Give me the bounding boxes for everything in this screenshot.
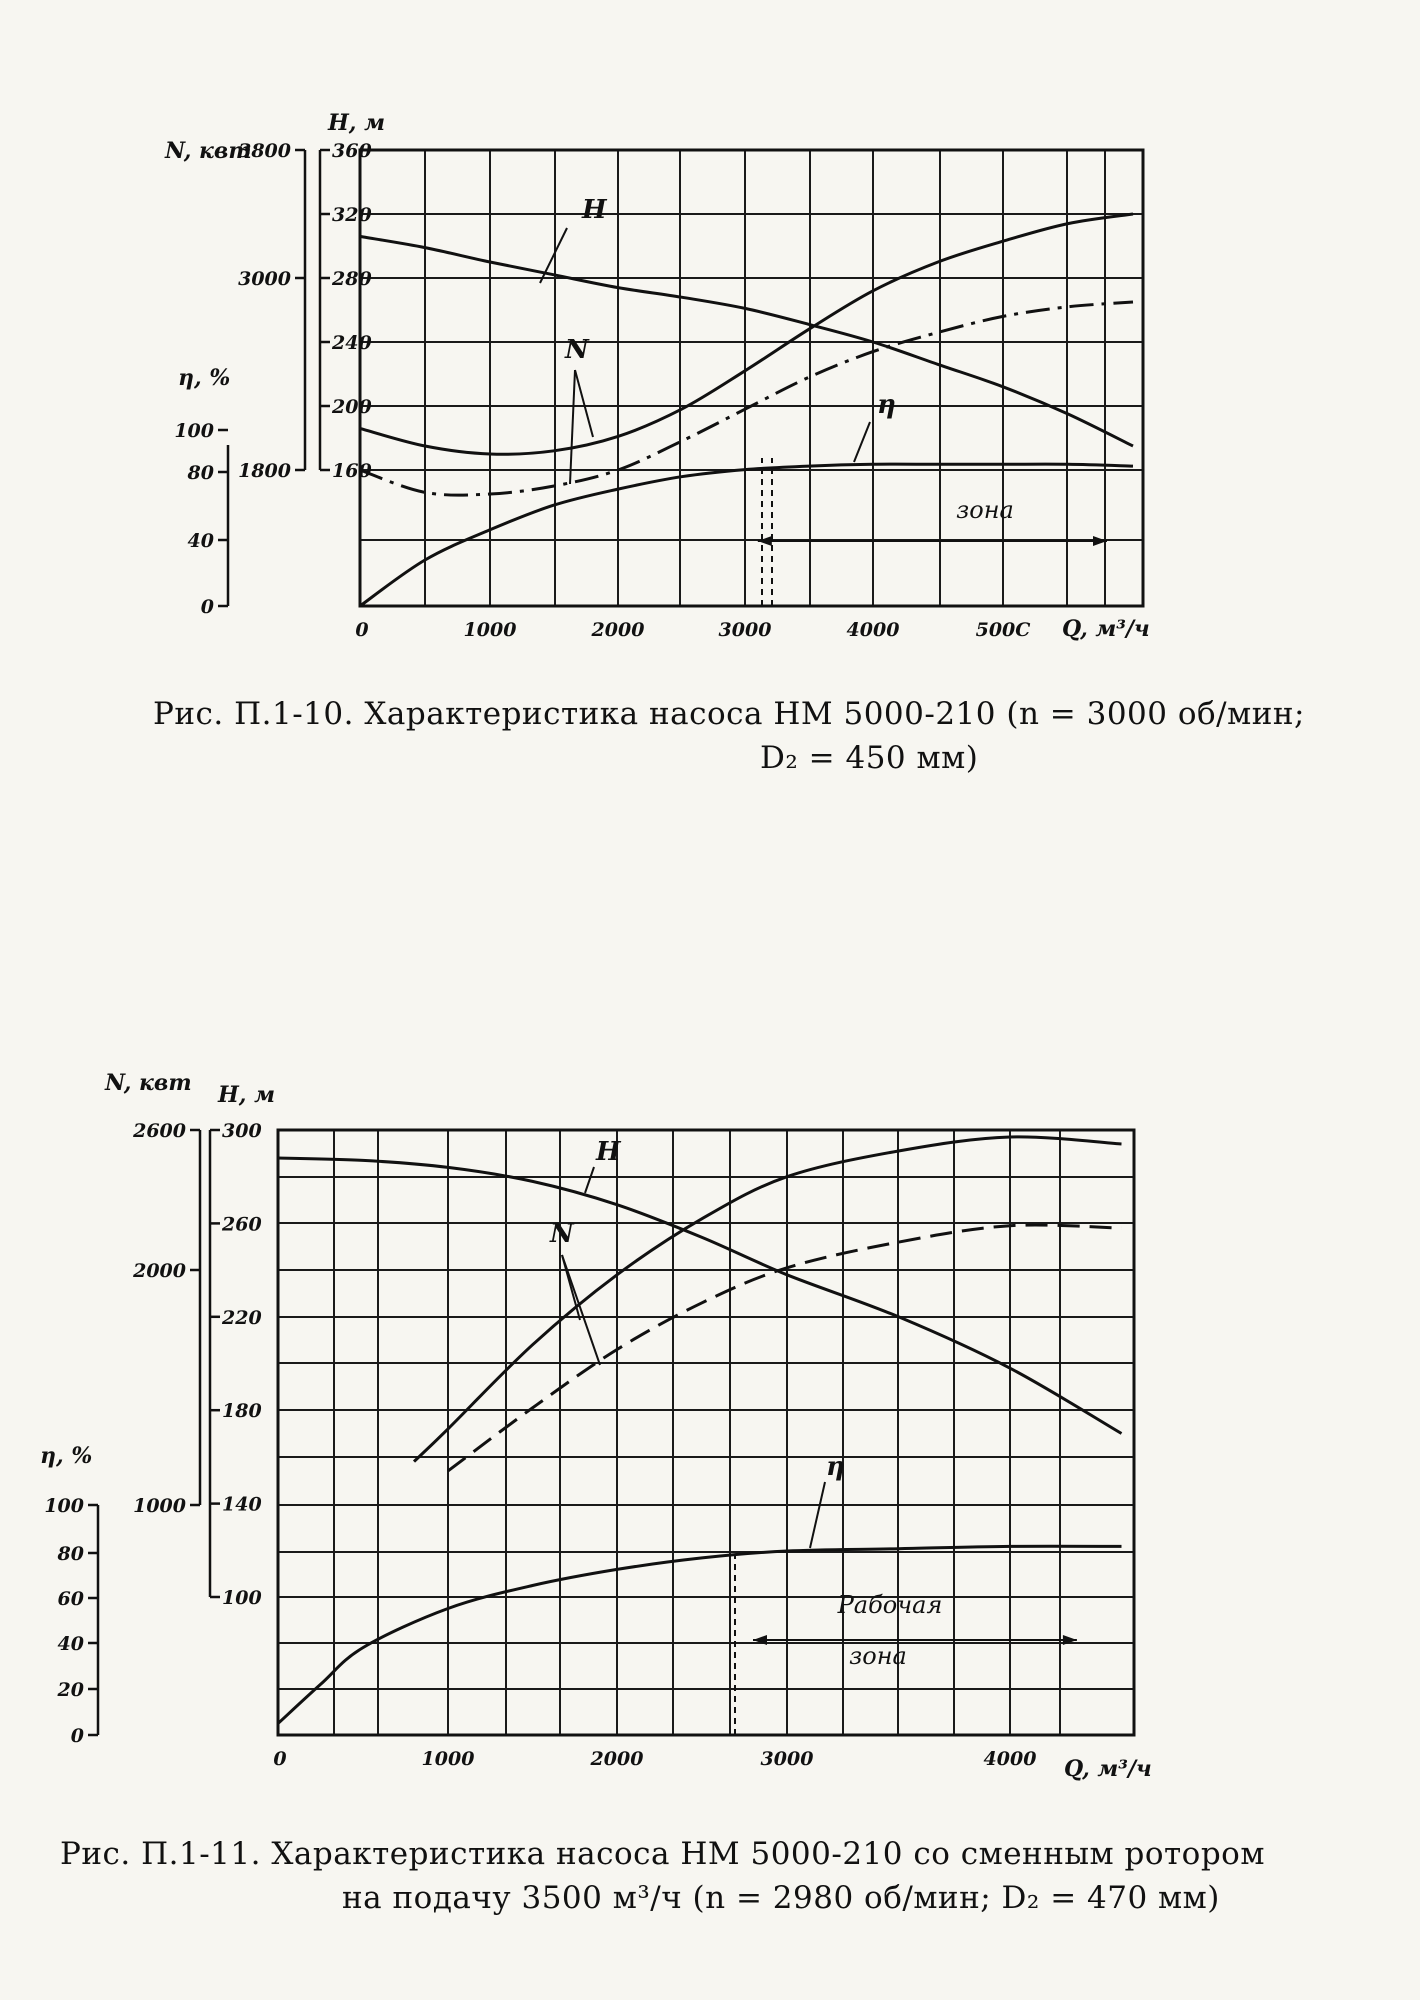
- n-axis-label: N, квт: [105, 1070, 192, 1096]
- figure-1-caption-line-1: Рис. П.1-10. Характеристика насоса НМ 5000-210 (n = 3000 об/мин;: [153, 696, 1305, 732]
- leader-line: [570, 370, 575, 484]
- x-tick-label: 2000: [590, 1748, 644, 1770]
- x-tick-label: 2000: [591, 619, 645, 641]
- curve-label-h: H: [582, 195, 607, 225]
- series-eta-solid-line: [278, 1546, 1122, 1723]
- n-axis-tick-label: 3000: [238, 268, 291, 290]
- h-axis-tick-label: 140: [222, 1493, 262, 1516]
- eta-axis-tick-label: 0: [70, 1725, 84, 1747]
- eta-axis-tick-label: 20: [57, 1679, 84, 1701]
- curve-label-n: N: [550, 1219, 574, 1249]
- plot-frame: [360, 150, 1143, 606]
- leader-line: [562, 1255, 600, 1365]
- h-axis-tick-label: 100: [222, 1587, 262, 1609]
- eta-axis-label: η, %: [178, 365, 231, 391]
- eta-axis-tick-label: 40: [57, 1633, 84, 1655]
- n-axis-tick-label: 3800: [238, 140, 291, 162]
- leader-line: [810, 1482, 825, 1548]
- eta-axis-tick-label: 40: [187, 530, 214, 552]
- zone-label: зона: [956, 496, 1014, 524]
- x-tick-label: 3000: [760, 1748, 814, 1770]
- series-n-solid-line: [414, 1137, 1122, 1462]
- h-axis-tick-label: 360: [332, 140, 372, 162]
- h-axis-tick-label: 240: [332, 332, 372, 354]
- h-axis-tick-label: 180: [222, 1400, 262, 1423]
- x-tick-label: 1000: [421, 1748, 475, 1770]
- plot-frame: [278, 1130, 1134, 1735]
- eta-axis-tick-label: 0: [200, 596, 214, 618]
- h-axis-tick-label: 220: [222, 1306, 262, 1329]
- series-n-solid-line: [360, 214, 1133, 454]
- eta-axis-tick-label: 100: [44, 1495, 84, 1517]
- figure-1-chart: [164, 110, 1150, 642]
- x-tick-label: 3000: [718, 619, 772, 641]
- h-axis-tick-label: 300: [222, 1120, 262, 1142]
- h-axis-tick-label: 160: [332, 460, 372, 482]
- series-h-solid-line: [278, 1158, 1122, 1434]
- n-axis-tick-label: 2600: [133, 1120, 186, 1142]
- x-tick-label: 1000: [463, 619, 517, 641]
- figure-2-caption-line-1: Рис. П.1-11. Характеристика насоса НМ 5000-210 со сменным ротором: [60, 1836, 1265, 1872]
- n-axis-tick-label: 2000: [133, 1260, 186, 1282]
- figure-2-chart: [40, 1070, 1152, 1782]
- curve-label-h: H: [596, 1137, 621, 1167]
- x-axis-label: Q, м³/ч: [1064, 1756, 1152, 1782]
- h-axis-tick-label: 260: [222, 1213, 262, 1236]
- x-tick-label: 4000: [983, 1748, 1037, 1770]
- zone-arrow-head-left: [758, 536, 772, 546]
- series-n-dashed-line: [360, 302, 1133, 495]
- h-axis-tick-label: 280: [332, 268, 372, 290]
- leader-line: [854, 422, 870, 462]
- x-tick-label: 4000: [846, 619, 900, 641]
- n-axis-tick-label: 1800: [238, 460, 291, 482]
- zone-label: зона: [849, 1642, 907, 1670]
- eta-axis-tick-label: 100: [174, 420, 214, 442]
- x-tick-label: 500C: [975, 619, 1031, 641]
- x-tick-label: 0: [273, 1748, 287, 1770]
- n-axis-tick-label: 1000: [133, 1495, 186, 1517]
- series-n-dashed-line: [448, 1225, 1122, 1471]
- h-axis-tick-label: 200: [332, 396, 372, 418]
- zone-label: Рабочая: [837, 1591, 943, 1619]
- grid: [360, 150, 1143, 606]
- eta-axis-tick-label: 80: [57, 1543, 84, 1565]
- h-axis-label: Н, м: [328, 110, 386, 136]
- curve-label-eta: η: [826, 1452, 845, 1482]
- h-axis-label: Н, м: [218, 1082, 276, 1108]
- h-axis-tick-label: 320: [332, 204, 372, 226]
- eta-axis-tick-label: 60: [57, 1588, 84, 1610]
- figure-1-caption-line-2: D₂ = 450 мм): [760, 740, 979, 776]
- figure-2-caption-line-2: на подачу 3500 м³/ч (n = 2980 об/мин; D₂ = 470 мм): [342, 1880, 1220, 1916]
- n-axis-label: N, квт: [165, 138, 252, 164]
- eta-axis-tick-label: 80: [187, 462, 214, 484]
- grid: [278, 1130, 1134, 1735]
- eta-axis-label: η, %: [40, 1443, 93, 1469]
- curve-label-eta: η: [877, 390, 896, 420]
- x-tick-label: 0: [355, 619, 369, 641]
- curve-label-n: N: [565, 335, 589, 365]
- leader-line: [575, 370, 593, 437]
- series-eta-solid-line: [360, 464, 1133, 606]
- leader-line: [585, 1167, 594, 1193]
- x-axis-label: Q, м³/ч: [1062, 616, 1150, 642]
